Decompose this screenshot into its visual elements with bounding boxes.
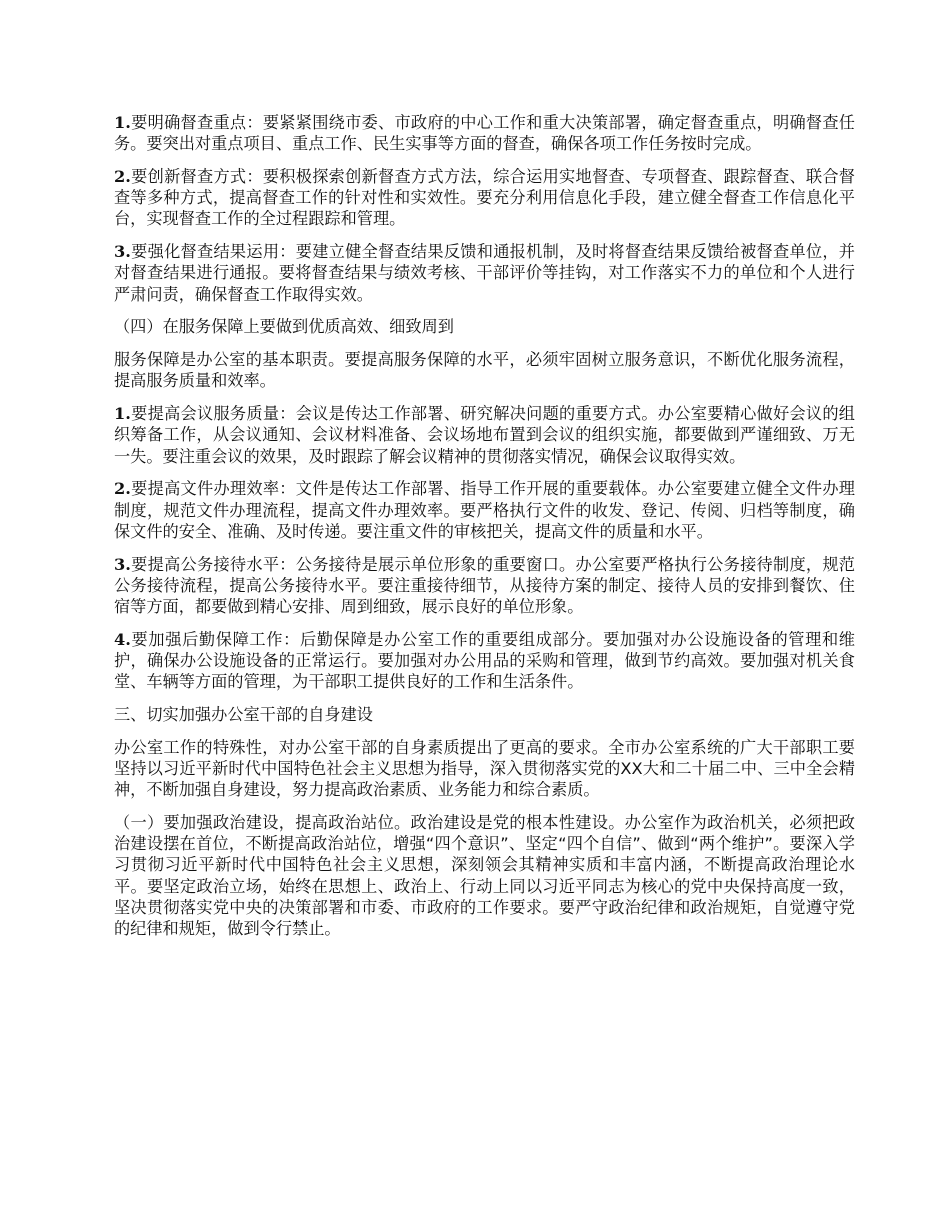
section-heading-service [114, 316, 855, 337]
paragraph-text: 要提高文件办理效率：文件是传达工作部署、指导工作开展的重要载体。办公室要建立健全文件办理制度，规范文件办理流程，提高文件办理效率。要严格执行文件的收发、登记、传阅、归档等制度，确保文件的安全、准确、及时传递。要注重文件的审核把关，提高文件的质量和水平。 [114, 479, 855, 541]
item-number: 4. [114, 629, 131, 649]
paragraph-text: 要创新督查方式：要积极探索创新督查方式方法，综合运用实地督查、专项督查、跟踪督查、联合督查等多种方式，提高督查工作的针对性和实效性。要充分利用信息化手段，建立健全督查工作信息化平台，实现督查工作的全过程跟踪和管理。 [114, 167, 855, 229]
item-number: 1. [114, 113, 131, 132]
section-heading-self-building [114, 704, 855, 725]
paragraph-supervision-results [114, 241, 855, 305]
item-number: 3. [114, 242, 131, 262]
paragraph-text: （一）要加强政治建设，提高政治站位。政治建设是党的根本性建设。办公室作为政治机关，必须把政治建设摆在首位，不断提高政治站位，增强“四个意识”、坚定“四个自信”、做到“两个维护”。要深入学习贯彻习近平新时代中国特色社会主义思想，深刻领会其精神实质和丰富内涵，不断提高政治理论水平。要坚定政治立场，始终在思想上、政治上、行动上同以习近平同志为核心的党中央保持高度一致，坚决贯彻落实党中央的决策部署和市委、市政府的工作要求。要严守政治纪律和政治规矩，自觉遵守党的纪律和规矩，做到令行禁止。 [114, 813, 855, 939]
paragraph-service-intro [114, 349, 855, 391]
paragraph-political-building [114, 812, 855, 939]
item-number: 3. [114, 554, 131, 574]
item-number: 2. [114, 167, 131, 186]
paragraph-text: 服务保障是办公室的基本职责。要提高服务保障的水平，必须牢固树立服务意识，不断优化服务流程，提高服务质量和效率。 [114, 350, 855, 391]
paragraph-self-building-intro [114, 737, 855, 801]
paragraph-text: 要加强后勤保障工作：后勤保障是办公室工作的重要组成部分。要加强对办公设施设备的管理和维护，确保办公设施设备的正常运行。要加强对办公用品的采购和管理，做到节约高效。要加强对机关食堂、车辆等方面的管理，为干部职工提供良好的工作和生活条件。 [114, 629, 855, 692]
heading-text: 三、切实加强办公室干部的自身建设 [114, 705, 373, 725]
heading-text: （四）在服务保障上要做到优质高效、细致周到 [114, 317, 454, 337]
paragraph-text: 要提高公务接待水平：公务接待是展示单位形象的重要窗口。办公室要严格执行公务接待制度，规范公务接待流程，提高公务接待水平。要注重接待细节，从接待方案的制定、接待人员的安排到餐饮、住宿等方面，都要做到精心安排、周到细致，展示良好的单位形象。 [114, 554, 855, 617]
item-number: 2. [114, 479, 131, 499]
paragraph-supervision-focus [114, 112, 855, 154]
paragraph-text: 要明确督查重点：要紧紧围绕市委、市政府的中心工作和重大决策部署，确定督查重点，明确督查任务。要突出对重点项目、重点工作、民生实事等方面的督查，确保各项工作任务按时完成。 [114, 113, 855, 154]
paragraph-official-reception [114, 554, 855, 618]
item-number: 1. [114, 404, 131, 424]
paragraph-supervision-methods [114, 166, 855, 230]
paragraph-text: 要提高会议服务质量：会议是传达工作部署、研究解决问题的重要方式。办公室要精心做好会议的组织筹备工作，从会议通知、会议材料准备、会议场地布置到会议的组织实施，都要做到严谨细致、万无一失。要注重会议的效果，及时跟踪了解会议精神的贯彻落实情况，确保会议取得实效。 [114, 404, 855, 466]
paragraph-logistics-support [114, 629, 855, 693]
paragraph-document-handling [114, 478, 855, 542]
paragraph-text: 办公室工作的特殊性，对办公室干部的自身素质提出了更高的要求。全市办公室系统的广大干部职工要坚持以习近平新时代中国特色社会主义思想为指导，深入贯彻落实党的XX大和二十届二中、三中全会精神，不断加强自身建设，努力提高政治素质、业务能力和综合素质。 [114, 737, 855, 800]
paragraph-meeting-service [114, 403, 855, 467]
paragraph-text: 要强化督查结果运用：要建立健全督查结果反馈和通报机制，及时将督查结果反馈给被督查单位，并对督查结果进行通报。要将督查结果与绩效考核、干部评价等挂钩，对工作落实不力的单位和个人进行严肃问责，确保督查工作取得实效。 [114, 242, 855, 304]
